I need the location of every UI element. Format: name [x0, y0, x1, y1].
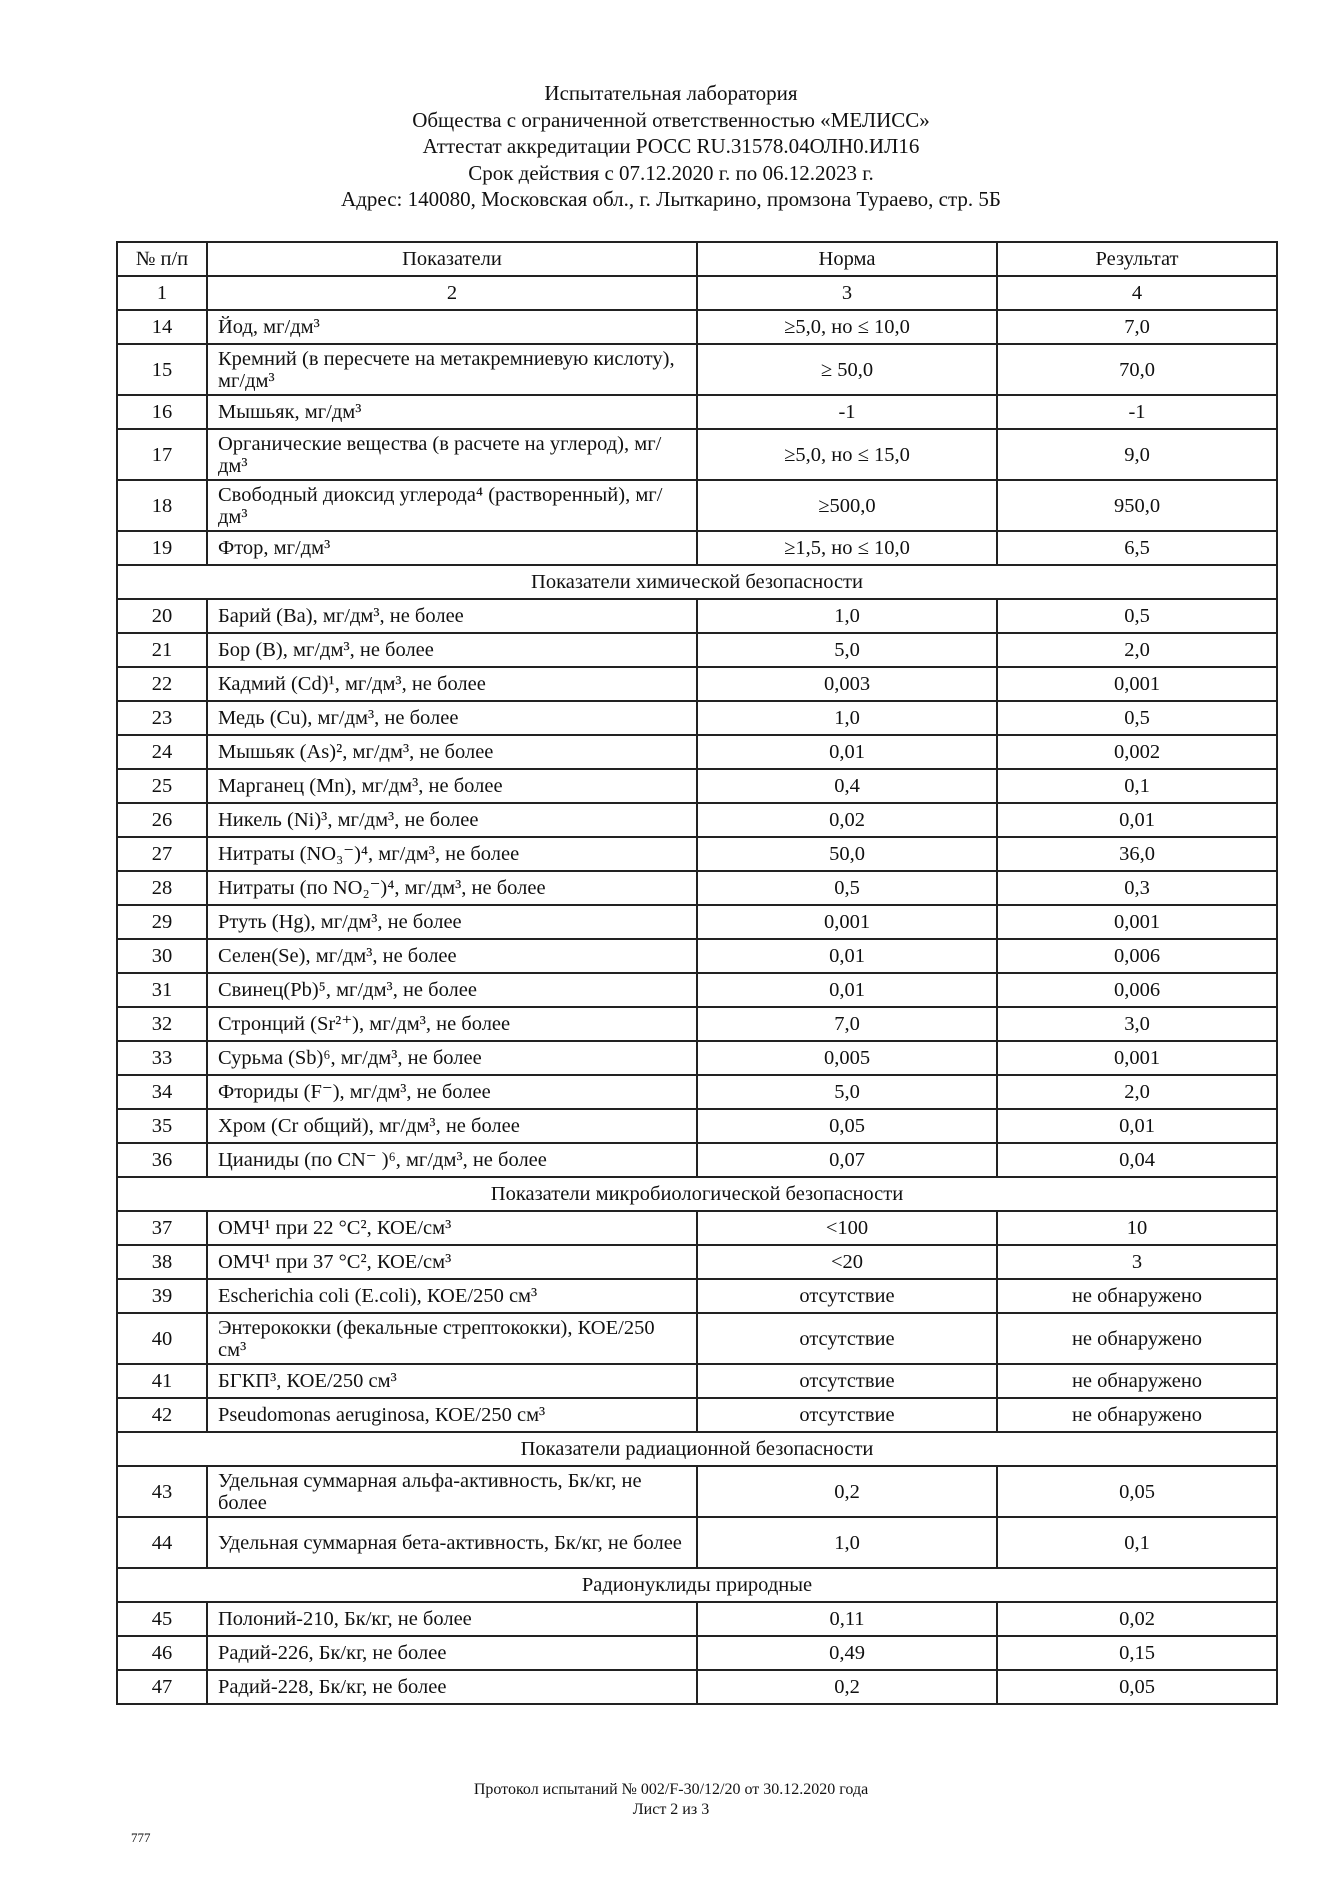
protocol-reference: Протокол испытаний № 002/F-30/12/20 от 30.12.2020 года — [473, 1781, 869, 1798]
cell-result: 0,001 — [997, 1041, 1277, 1075]
col-number: 2 — [207, 276, 697, 310]
cell-number: 42 — [117, 1398, 207, 1432]
cell-number: 37 — [117, 1211, 207, 1245]
cell-result: 0,002 — [997, 735, 1277, 769]
cell-number: 43 — [117, 1466, 207, 1517]
cell-norm: 0,2 — [697, 1466, 997, 1517]
cell-indicator: Кремний (в пересчете на метакремниевую кислоту), мг/дм³ — [207, 344, 697, 395]
cell-result: 0,5 — [997, 701, 1277, 735]
cell-norm: 0,4 — [697, 769, 997, 803]
cell-result: 36,0 — [997, 837, 1277, 871]
cell-number: 18 — [117, 480, 207, 531]
table-row — [117, 531, 1277, 565]
cell-indicator: Стронций (Sr²⁺), мг/дм³, не более — [207, 1007, 697, 1041]
col-number: 4 — [997, 276, 1277, 310]
table-row — [117, 939, 1277, 973]
cell-number: 32 — [117, 1007, 207, 1041]
cell-norm: 5,0 — [697, 1075, 997, 1109]
cell-norm: 50,0 — [697, 837, 997, 871]
col-header-indicator: Показатели — [207, 242, 697, 276]
col-number: 1 — [117, 276, 207, 310]
cell-result: 0,1 — [997, 1517, 1277, 1568]
cell-norm: 5,0 — [697, 633, 997, 667]
cell-indicator: Йод, мг/дм³ — [207, 310, 697, 344]
cell-norm: 0,11 — [697, 1602, 997, 1636]
table-row — [117, 344, 1277, 395]
section-header-row — [117, 565, 1277, 599]
col-header-norm: Норма — [697, 242, 997, 276]
cell-norm: 0,05 — [697, 1109, 997, 1143]
cell-number: 38 — [117, 1245, 207, 1279]
col-header-result: Результат — [997, 242, 1277, 276]
cell-indicator: Мышьяк (As)², мг/дм³, не более — [207, 735, 697, 769]
table-header-row — [117, 242, 1277, 276]
cell-norm: отсутствие — [697, 1313, 997, 1364]
cell-indicator: Полоний-210, Бк/кг, не более — [207, 1602, 697, 1636]
cell-result: не обнаружено — [997, 1313, 1277, 1364]
cell-indicator: БГКП³, КОЕ/250 см³ — [207, 1364, 697, 1398]
cell-norm: отсутствие — [697, 1398, 997, 1432]
cell-result: 0,01 — [997, 803, 1277, 837]
cell-norm: отсутствие — [697, 1364, 997, 1398]
cell-number: 16 — [117, 395, 207, 429]
cell-indicator: Мышьяк, мг/дм³ — [207, 395, 697, 429]
cell-result: 0,05 — [997, 1466, 1277, 1517]
cell-number: 23 — [117, 701, 207, 735]
cell-indicator: Кадмий (Cd)¹, мг/дм³, не более — [207, 667, 697, 701]
table-row — [117, 1670, 1277, 1704]
cell-result: 70,0 — [997, 344, 1277, 395]
cell-number: 31 — [117, 973, 207, 1007]
cell-result: 2,0 — [997, 633, 1277, 667]
cell-number: 29 — [117, 905, 207, 939]
cell-norm: <100 — [697, 1211, 997, 1245]
table-row — [117, 735, 1277, 769]
table-row — [117, 599, 1277, 633]
table-row — [117, 667, 1277, 701]
cell-result: не обнаружено — [997, 1279, 1277, 1313]
cell-result: 0,15 — [997, 1636, 1277, 1670]
table-row — [117, 1007, 1277, 1041]
table-column-numbers-row — [117, 276, 1277, 310]
document-header — [0, 80, 1342, 213]
table-row — [117, 837, 1277, 871]
cell-number: 24 — [117, 735, 207, 769]
table-row — [117, 1636, 1277, 1670]
cell-norm: <20 — [697, 1245, 997, 1279]
cell-number: 34 — [117, 1075, 207, 1109]
cell-indicator: Сурьма (Sb)⁶, мг/дм³, не более — [207, 1041, 697, 1075]
cell-result: 0,001 — [997, 667, 1277, 701]
table-row — [117, 1041, 1277, 1075]
cell-result: 0,5 — [997, 599, 1277, 633]
cell-indicator: Энтерококки (фекальные стрептококки), КОЕ/250 см³ — [207, 1313, 697, 1364]
cell-number: 33 — [117, 1041, 207, 1075]
cell-indicator: Марганец (Mn), мг/дм³, не более — [207, 769, 697, 803]
cell-indicator: Ртуть (Hg), мг/дм³, не более — [207, 905, 697, 939]
cell-norm: -1 — [697, 395, 997, 429]
table-row — [117, 973, 1277, 1007]
cell-norm: 0,01 — [697, 973, 997, 1007]
cell-number: 15 — [117, 344, 207, 395]
cell-norm: 0,07 — [697, 1143, 997, 1177]
cell-indicator: Органические вещества (в расчете на углерод), мг/дм³ — [207, 429, 697, 480]
cell-result: 0,01 — [997, 1109, 1277, 1143]
cell-number: 35 — [117, 1109, 207, 1143]
cell-number: 26 — [117, 803, 207, 837]
cell-norm: ≥5,0, но ≤ 15,0 — [697, 429, 997, 480]
table-row — [117, 633, 1277, 667]
section-title: Радионуклиды природные — [117, 1568, 1277, 1602]
cell-result: 0,006 — [997, 973, 1277, 1007]
table-row — [117, 1398, 1277, 1432]
cell-norm: 0,003 — [697, 667, 997, 701]
table-row — [117, 429, 1277, 480]
cell-norm: 0,001 — [697, 905, 997, 939]
cell-norm: ≥1,5, но ≤ 10,0 — [697, 531, 997, 565]
cell-indicator: Радий-228, Бк/кг, не более — [207, 1670, 697, 1704]
lab-title: Испытательная лаборатория — [544, 81, 798, 105]
cell-number: 44 — [117, 1517, 207, 1568]
cell-number: 46 — [117, 1636, 207, 1670]
cell-indicator: Радий-226, Бк/кг, не более — [207, 1636, 697, 1670]
cell-number: 27 — [117, 837, 207, 871]
section-title: Показатели радиационной безопасности — [117, 1432, 1277, 1466]
table-row — [117, 1466, 1277, 1517]
cell-number: 41 — [117, 1364, 207, 1398]
cell-norm: 1,0 — [697, 599, 997, 633]
cell-number: 28 — [117, 871, 207, 905]
table-row — [117, 1364, 1277, 1398]
company-name: Общества с ограниченной ответственностью «МЕЛИСС» — [412, 107, 930, 132]
cell-result: 0,04 — [997, 1143, 1277, 1177]
cell-indicator: Свинец(Pb)⁵, мг/дм³, не более — [207, 973, 697, 1007]
section-header-row — [117, 1432, 1277, 1466]
cell-norm: 0,005 — [697, 1041, 997, 1075]
col-header-num: № п/п — [117, 242, 207, 276]
cell-result: 10 — [997, 1211, 1277, 1245]
cell-number: 36 — [117, 1143, 207, 1177]
page-number: 777 — [131, 1830, 151, 1845]
cell-indicator: Цианиды (по CN⁻ )⁶, мг/дм³, не более — [207, 1143, 697, 1177]
cell-indicator: Бор (B), мг/дм³, не более — [207, 633, 697, 667]
cell-number: 39 — [117, 1279, 207, 1313]
section-header-row — [117, 1177, 1277, 1211]
sheet-number: Лист 2 из 3 — [632, 1801, 710, 1818]
cell-indicator: Нитраты (NO₃⁻)⁴, мг/дм³, не более — [207, 837, 697, 871]
cell-norm: 1,0 — [697, 1517, 997, 1568]
cell-norm: 0,49 — [697, 1636, 997, 1670]
table-row — [117, 1279, 1277, 1313]
cell-norm: 0,01 — [697, 735, 997, 769]
cell-result: 2,0 — [997, 1075, 1277, 1109]
table-row — [117, 1109, 1277, 1143]
address: Адрес: 140080, Московская обл., г. Лыткарино, промзона Тураево, стр. 5Б — [341, 187, 1001, 211]
cell-indicator: Escherichia coli (E.coli), КОЕ/250 см³ — [207, 1279, 697, 1313]
cell-number: 25 — [117, 769, 207, 803]
cell-result: 0,02 — [997, 1602, 1277, 1636]
cell-result: 3,0 — [997, 1007, 1277, 1041]
cell-number: 22 — [117, 667, 207, 701]
cell-result: не обнаружено — [997, 1364, 1277, 1398]
cell-result: 3 — [997, 1245, 1277, 1279]
table-row — [117, 1245, 1277, 1279]
cell-result: 950,0 — [997, 480, 1277, 531]
cell-indicator: Никель (Ni)³, мг/дм³, не более — [207, 803, 697, 837]
cell-indicator: Удельная суммарная бета-активность, Бк/кг, не более — [207, 1517, 697, 1568]
cell-indicator: Фториды (F⁻), мг/дм³, не более — [207, 1075, 697, 1109]
cell-norm: 0,01 — [697, 939, 997, 973]
table-row — [117, 1143, 1277, 1177]
table-row — [117, 480, 1277, 531]
cell-indicator: Хром (Cr общий), мг/дм³, не более — [207, 1109, 697, 1143]
table-row — [117, 905, 1277, 939]
cell-number: 30 — [117, 939, 207, 973]
cell-number: 17 — [117, 429, 207, 480]
section-title: Показатели микробиологической безопасности — [117, 1177, 1277, 1211]
cell-norm: 0,02 — [697, 803, 997, 837]
cell-norm: отсутствие — [697, 1279, 997, 1313]
cell-indicator: ОМЧ¹ при 22 °C², КОЕ/см³ — [207, 1211, 697, 1245]
cell-result: 7,0 — [997, 310, 1277, 344]
cell-number: 19 — [117, 531, 207, 565]
cell-number: 45 — [117, 1602, 207, 1636]
section-title: Показатели химической безопасности — [117, 565, 1277, 599]
table-row — [117, 1313, 1277, 1364]
cell-indicator: Фтор, мг/дм³ — [207, 531, 697, 565]
document-footer — [0, 1780, 1342, 1820]
cell-result: 0,05 — [997, 1670, 1277, 1704]
cell-indicator: Свободный диоксид углерода⁴ (растворенный), мг/дм³ — [207, 480, 697, 531]
cell-number: 40 — [117, 1313, 207, 1364]
cell-result: -1 — [997, 395, 1277, 429]
results-table — [116, 241, 1278, 1705]
cell-indicator: Pseudomonas aeruginosa, КОЕ/250 см³ — [207, 1398, 697, 1432]
cell-number: 14 — [117, 310, 207, 344]
cell-norm: ≥ 50,0 — [697, 344, 997, 395]
cell-number: 21 — [117, 633, 207, 667]
cell-number: 47 — [117, 1670, 207, 1704]
cell-indicator: ОМЧ¹ при 37 °C², КОЕ/см³ — [207, 1245, 697, 1279]
table-row — [117, 310, 1277, 344]
cell-norm: 1,0 — [697, 701, 997, 735]
table-row — [117, 1075, 1277, 1109]
section-header-row — [117, 1568, 1277, 1602]
accreditation: Аттестат аккредитации РОСС RU.31578.04ОЛН0.ИЛ16 — [422, 134, 920, 158]
cell-norm: ≥500,0 — [697, 480, 997, 531]
table-row — [117, 1602, 1277, 1636]
table-row — [117, 769, 1277, 803]
table-row — [117, 395, 1277, 429]
table-row — [117, 1517, 1277, 1568]
cell-result: 0,001 — [997, 905, 1277, 939]
cell-indicator: Медь (Cu), мг/дм³, не более — [207, 701, 697, 735]
cell-result: 0,1 — [997, 769, 1277, 803]
cell-norm: 0,5 — [697, 871, 997, 905]
table-row — [117, 871, 1277, 905]
cell-norm: ≥5,0, но ≤ 10,0 — [697, 310, 997, 344]
cell-indicator: Барий (Ba), мг/дм³, не более — [207, 599, 697, 633]
cell-result: 0,006 — [997, 939, 1277, 973]
table-body — [117, 310, 1277, 1704]
cell-result: 6,5 — [997, 531, 1277, 565]
cell-result: 0,3 — [997, 871, 1277, 905]
col-number: 3 — [697, 276, 997, 310]
validity-period: Срок действия с 07.12.2020 г. по 06.12.2023 г. — [468, 160, 874, 185]
cell-number: 20 — [117, 599, 207, 633]
cell-indicator: Нитраты (по NO₂⁻)⁴, мг/дм³, не более — [207, 871, 697, 905]
cell-result: не обнаружено — [997, 1398, 1277, 1432]
cell-indicator: Удельная суммарная альфа-активность, Бк/кг, не более — [207, 1466, 697, 1517]
cell-result: 9,0 — [997, 429, 1277, 480]
cell-norm: 0,2 — [697, 1670, 997, 1704]
table-row — [117, 803, 1277, 837]
table-row — [117, 1211, 1277, 1245]
cell-norm: 7,0 — [697, 1007, 997, 1041]
cell-indicator: Селен(Se), мг/дм³, не более — [207, 939, 697, 973]
table-row — [117, 701, 1277, 735]
